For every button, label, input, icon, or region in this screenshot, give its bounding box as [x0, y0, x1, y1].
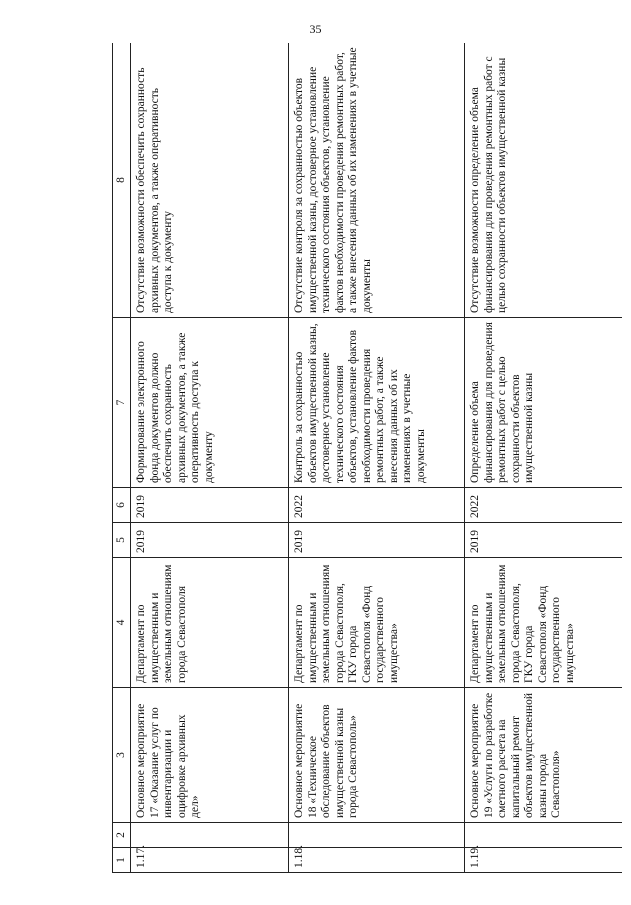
executor: Департамент по имущественным и земельным отношениям города Севастополя, ГКУ города Севастополя «Фонд государственного имущества» — [289, 558, 465, 688]
consequence: Отсутствие возможности обеспечить сохранность архивных документов, а также оперативность доступа к документу — [131, 43, 289, 318]
end-year: 2022 — [289, 488, 465, 523]
end-year: 2022 — [465, 488, 622, 523]
start-year: 2019 — [465, 523, 622, 558]
row-col2 — [131, 823, 289, 848]
column-header: 7 — [113, 318, 131, 488]
column-header: 3 — [113, 688, 131, 823]
column-header: 6 — [113, 488, 131, 523]
column-header: 2 — [113, 823, 131, 848]
header-row — [113, 43, 131, 873]
row-col2 — [465, 823, 622, 848]
row-number: 1.17. — [131, 848, 289, 873]
measures-table — [112, 43, 622, 873]
measure-name: Основное мероприятие 17 «Оказание услуг по инвентаризации и оцифровке архивных дел» — [131, 688, 289, 823]
page-number: 35 — [309, 22, 322, 36]
rotated-table-frame — [112, 43, 622, 873]
measure-name: Основное мероприятие 19 «Услуги по разработке сметного расчета на капитальный ремонт объектов имущественной казны города Севастополя» — [465, 688, 622, 823]
expected-result: Определение объема финансирования для проведения ремонтных работ с целью сохранности объектов имущественной казны — [465, 318, 622, 488]
column-header: 4 — [113, 558, 131, 688]
consequence: Отсутствие возможности определение объема финансирования для проведения ремонтных работ с целью сохранности объектов имущественной казны — [465, 43, 622, 318]
executor: Департамент по имущественным и земельным отношениям города Севастополя — [131, 558, 289, 688]
start-year: 2019 — [289, 523, 465, 558]
expected-result: Контроль за сохранностью объектов имущественной казны, достоверное установление технического состояния объектов, установление фактов необходимости проведения ремонтных работ, а также внесения данных об их изменениях в учетные документы — [289, 318, 465, 488]
column-header: 8 — [113, 43, 131, 318]
column-header: 1 — [113, 848, 131, 873]
column-header: 5 — [113, 523, 131, 558]
executor: Департамент по имущественным и земельным отношениям города Севастополя, ГКУ города Севастополя «Фонд государственного имущества» — [465, 558, 622, 688]
consequence: Отсутствие контроля за сохранностью объектов имущественной казны, достоверное установление технического состояния объектов, установление фактов необходимости проведения ремонтных работ, а также внесения данных об их изменениях в учетные документы — [289, 43, 465, 318]
row-number: 1.19. — [465, 848, 622, 873]
expected-result: Формирование электронного фонда документов должно обеспечить сохранность архивных документов, а также оперативность доступа к документу — [131, 318, 289, 488]
table-row — [289, 43, 465, 873]
start-year: 2019 — [131, 523, 289, 558]
end-year: 2019 — [131, 488, 289, 523]
row-col2 — [289, 823, 465, 848]
table-row — [465, 43, 622, 873]
measure-name: Основное мероприятие 18 «Техническое обследование объектов имущественной казны города Севастополь» — [289, 688, 465, 823]
table-row — [131, 43, 289, 873]
row-number: 1.18. — [289, 848, 465, 873]
